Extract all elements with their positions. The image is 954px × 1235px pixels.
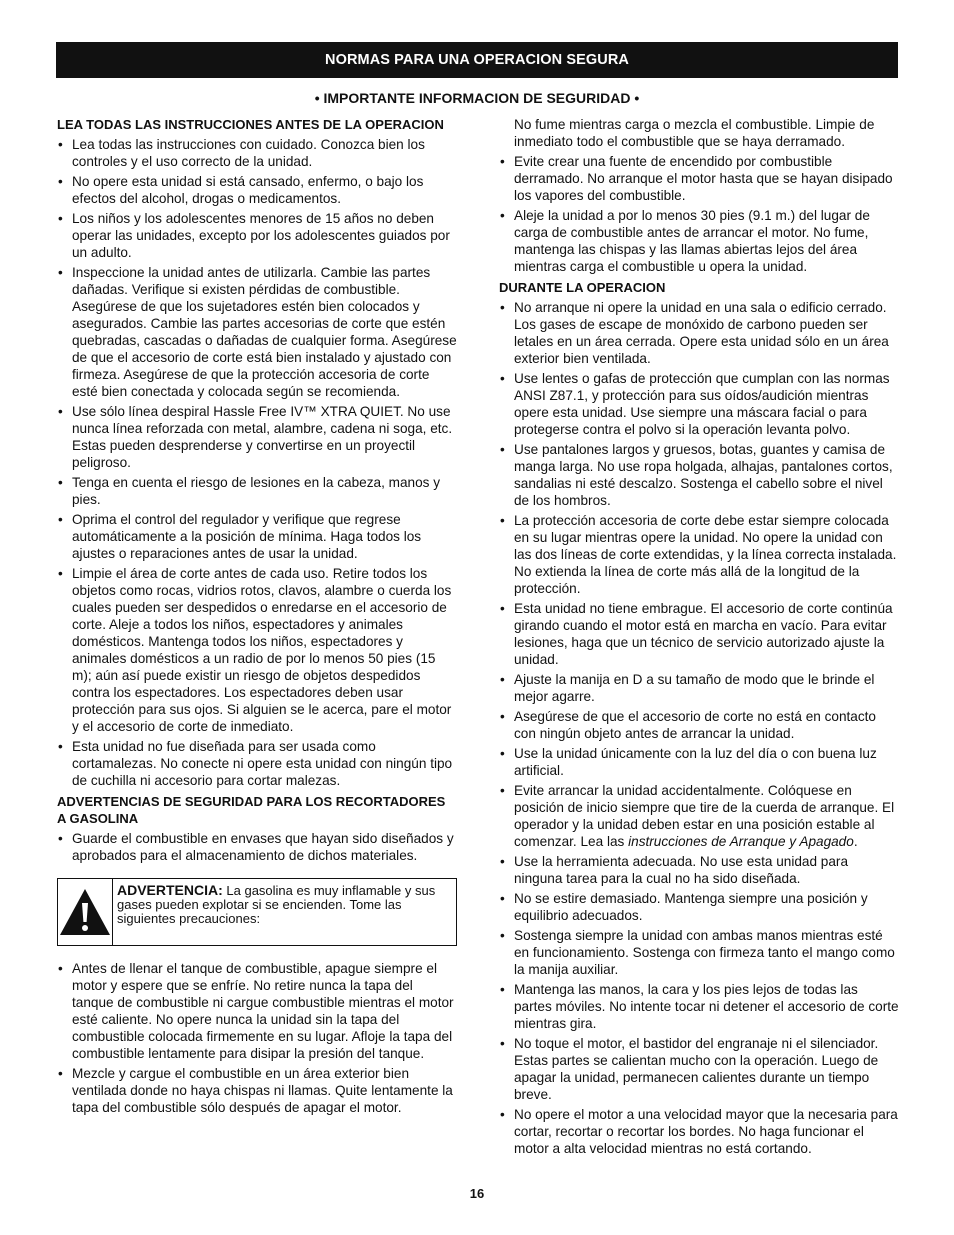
list-item: • Use pantalones largos y gruesos, botas, guantes y camisa de manga larga. No use ropa holgada, alhajas, pantalones cortos, sandalias ni esté descalzo. Sostenga el cabello sobre el nivel de los hombros. — [499, 441, 899, 509]
list-item: • La protección accesoria de corte debe estar siempre colocada en su lugar mientras opere la unidad. No opere la unidad con las dos líneas de corte extendidas, y la línea correcta instalada. No extienda la línea de corte más allá de la longitud de la protección. — [499, 512, 899, 597]
list-item: • Use lentes o gafas de protección que cumplan con las normas ANSI Z87.1, y protección para sus oídos/audición mientras opere esta unidad. Use siempre una máscara facial o para protegerse contra el polvo si la operación levanta polvo. — [499, 370, 899, 438]
list-item: • No se estire demasiado. Mantenga siempre una posición y equilibrio adecuados. — [499, 890, 899, 924]
warning-title: ADVERTENCIA: — [117, 882, 223, 898]
list-item: • Esta unidad no fue diseñada para ser usada como cortamalezas. No conecte ni opere esta unidad con ningún tipo de cuchilla ni accesorio para cortar malezas. — [57, 738, 457, 789]
list-item: • Mezcle y cargue el combustible en un área exterior bien ventilada donde no haya chispas ni llamas. Quite lentamente la tapa del combustible sólo después de apagar el motor. — [57, 1065, 457, 1116]
list-item: • Antes de llenar el tanque de combustible, apague siempre el motor y espere que se enfríe. No retire nunca la tapa del tanque de combustible ni cargue combustible mientras el motor esté caliente. No opere nunca la unidad sin la tapa del combustible colocada firmemente en su lugar. Afloje la tapa del combustible lentamente para disipar la presión del tanque. — [57, 960, 457, 1062]
heading-during-operation: DURANTE LA OPERACION — [499, 280, 666, 295]
list-item: • Guarde el combustible en envases que hayan sido diseñados y aprobados para el almacenamiento de dichos materiales. — [57, 830, 457, 864]
left-column — [57, 116, 457, 1120]
warning-box — [57, 878, 457, 946]
list-item: • Tenga en cuenta el riesgo de lesiones en la cabeza, manos y pies. — [57, 474, 457, 508]
list-item: • Inspeccione la unidad antes de utilizarla. Cambie las partes dañadas. Verifique si existen pérdidas de combustible. Asegúrese de que los sujetadores estén bien colocados y asegurados. Cambie las partes accesorias de corte que estén quebradas, cascadas o dañadas de cualquier forma. Asegúrese de que el accesorio de corte está bien instalado y ajustado con firmeza. Asegúrese de que la protección accesoria de corte esté bien conectada y colocada según se recomienda. — [57, 264, 457, 400]
gasoline-warnings-list — [57, 830, 457, 864]
list-item: • No toque el motor, el bastidor del engranaje ni el silenciador. Estas partes se calientan mucho con la operación. Luego de apagar la unidad, permanecen calientes durante un tiempo breve. — [499, 1035, 899, 1103]
warning-body: La gasolina es muy inflamable y sus gases pueden explotar si se encienden. Tome las siguientes precauciones: — [117, 883, 436, 926]
list-item: • Oprima el control del regulador y verifique que regrese automáticamente a la posición de mínima. Haga todos los ajustes o reparaciones antes de usar la unidad. — [57, 511, 457, 562]
read-instructions-list — [57, 136, 457, 789]
list-item: • No opere el motor a una velocidad mayor que la necesaria para cortar, recortar o recortar los bordes. No haga funcionar el motor a alta velocidad mientras no está cortando. — [499, 1106, 899, 1157]
start-bullet-end: . — [853, 834, 858, 849]
list-item: • Limpie el área de corte antes de cada uso. Retire todos los objetos como rocas, vidrios rotos, clavos, alambre o cuerda los cuales pueden ser despedidos o enredarse en el accesorio de corte. Aleje a todos los niños, espectadores y animales domésticos. Mantenga todos los niños, espectadores y animales domésticos a un radio de por lo menos 50 pies (15 m); aún así puede existir un riesgo de objetos despedidos contra los espectadores. Los espectadores deben usar protección para sus ojos. Si alguien se le acerca, pare el motor y el accesorio de corte de inmediato. — [57, 565, 457, 735]
list-item: • Mantenga las manos, la cara y los pies lejos de todas las partes móviles. No intente tocar ni detener el accesorio de corte mientras gira. — [499, 981, 899, 1032]
during-operation-list — [499, 299, 899, 1157]
list-item: • Use la unidad únicamente con la luz del día o con buena luz artificial. — [499, 745, 899, 779]
heading-read-instructions: LEA TODAS LAS INSTRUCCIONES ANTES DE LA OPERACION — [57, 117, 444, 132]
start-bullet-italic: instrucciones de Arranque y Apagado — [628, 834, 854, 849]
list-item: • No arranque ni opere la unidad en una sala o edificio cerrado. Los gases de escape de monóxido de carbono pueden ser letales en un área cerrada. Opere esta unidad sólo en un área exterior bien ventilada. — [499, 299, 899, 367]
list-item: • Aleje la unidad a por lo menos 30 pies (9.1 m.) del lugar de carga de combustible antes de arrancar el motor. No fume, mantenga las chispas y las llamas abiertas lejos del área mientras carga el combustible u opera la unidad. — [499, 207, 899, 275]
list-item: • Los niños y los adolescentes menores de 15 años no deben operar las unidades, excepto por los adolescentes guiados por un adulto. — [57, 210, 457, 261]
list-item: • No opere esta unidad si está cansado, enfermo, o bajo los efectos del alcohol, drogas o medicamentos. — [57, 173, 457, 207]
list-item: • Use la herramienta adecuada. No use esta unidad para ninguna tarea para la cual no ha sido diseñada. — [499, 853, 899, 887]
section-banner — [56, 42, 898, 78]
list-item: • Asegúrese de que el accesorio de corte no está en contacto con ningún objeto antes de arrancar la unidad. — [499, 708, 899, 742]
page-number: 16 — [469, 1186, 485, 1201]
banner-title: NORMAS PARA UNA OPERACION SEGURA — [325, 52, 629, 68]
list-item: • Sostenga siempre la unidad con ambas manos mientras esté en funcionamiento. Sostenga con firmeza tanto el mango como la manija auxiliar. — [499, 927, 899, 978]
list-item: • Lea todas las instrucciones con cuidado. Conozca bien los controles y el uso correcto de la unidad. — [57, 136, 457, 170]
continuation-text: No fume mientras carga o mezcla el combustible. Limpie de inmediato todo el combustible que se haya derramado. — [514, 117, 875, 149]
fuel-handling-list — [499, 153, 899, 275]
start-bullet-text: Evite arrancar la unidad accidentalmente. Colóquese en posición de inicio siempre que tire de la cuerda de arranque. El operador y la unidad deben estar en una posición estable al comenzar. Lea las — [514, 783, 895, 849]
list-item — [499, 782, 899, 850]
section-subtitle: • IMPORTANTE INFORMACION DE SEGURIDAD • — [314, 90, 640, 106]
list-item: • Use sólo línea despiral Hassle Free IV™ XTRA QUIET. No use nunca línea reforzada con metal, alambre, cadena ni soga, etc. Estas pueden desprenderse y convertirse en un proyectil peligroso. — [57, 403, 457, 471]
fuel-precautions-list — [57, 960, 457, 1116]
warning-text — [113, 879, 456, 945]
heading-gasoline-warnings: ADVERTENCIAS DE SEGURIDAD PARA LOS RECORTADORES A GASOLINA — [57, 794, 446, 826]
list-item: • Esta unidad no tiene embrague. El accesorio de corte continúa girando cuando el motor está en marcha en vacío. Para evitar lesiones, haga que un técnico de servicio autorizado ajuste la unidad. — [499, 600, 899, 668]
warning-triangle-icon — [58, 879, 113, 945]
right-column — [499, 116, 899, 1161]
list-item: • Ajuste la manija en D a su tamaño de modo que le brinde el mejor agarre. — [499, 671, 899, 705]
list-item: • Evite crear una fuente de encendido por combustible derramado. No arranque el motor hasta que se hayan disipado los vapores del combustible. — [499, 153, 899, 204]
